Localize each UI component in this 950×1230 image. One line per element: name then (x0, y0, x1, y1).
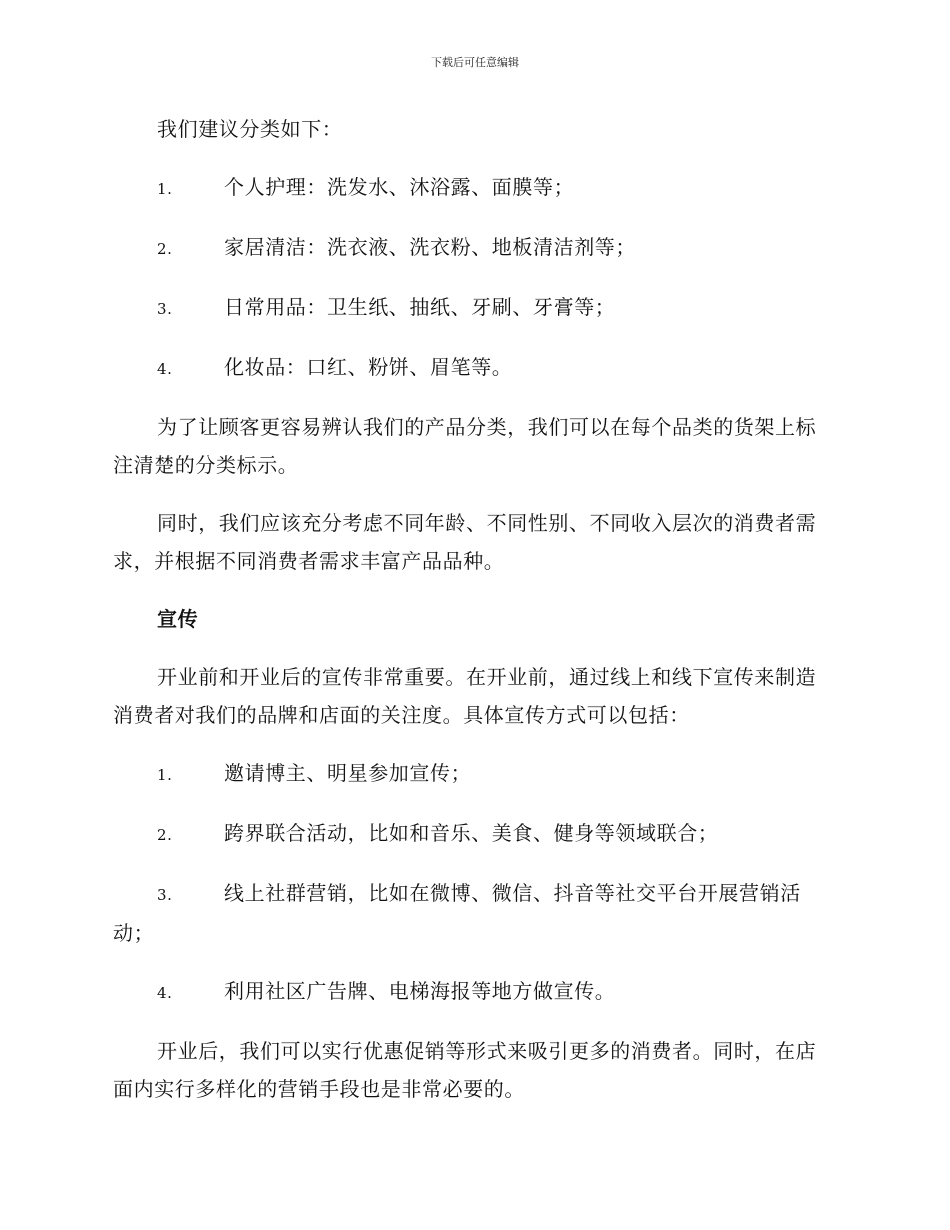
promo-list (113, 754, 833, 1012)
list-item (113, 754, 833, 794)
list-text: 个人护理：洗发水、沐浴露、面膜等； (224, 175, 575, 199)
document-body (113, 110, 833, 1128)
list-item (113, 814, 833, 854)
after-opening-paragraph: 开业后，我们可以实行优惠促销等形式来吸引更多的消费者。同时，在店面内实行多样化的营销手段也是非常必要的。 (113, 1039, 817, 1101)
list-text: 日常用品：卫生纸、抽纸、牙刷、牙膏等； (224, 295, 616, 319)
list-item (113, 168, 833, 208)
list-text: 化妆品：口红、粉饼、眉笔等。 (224, 355, 513, 379)
list-item (113, 288, 833, 328)
list-item (113, 972, 833, 1012)
list-item (113, 874, 833, 952)
list-number: 2. (157, 826, 173, 844)
list-number: 4. (157, 360, 173, 378)
list-item (113, 348, 833, 388)
list-text: 线上社群营销，比如在微博、微信、抖音等社交平台开展营销活动； (113, 881, 801, 945)
list-item (113, 228, 833, 268)
intro-paragraph: 我们建议分类如下： (157, 117, 343, 141)
header-note: 下载后可任意编辑 (431, 56, 519, 69)
list-number: 3. (157, 300, 173, 318)
list-number: 2. (157, 240, 173, 258)
demand-paragraph: 同时，我们应该充分考虑不同年龄、不同性别、不同收入层次的消费者需求，并根据不同消费者需求丰富产品品种。 (113, 511, 817, 573)
category-list (113, 168, 833, 388)
list-number: 1. (157, 180, 173, 198)
label-paragraph: 为了让顾客更容易辨认我们的产品分类，我们可以在每个品类的货架上标注清楚的分类标示。 (113, 415, 817, 477)
section-heading: 宣传 (157, 607, 199, 631)
list-number: 3. (157, 886, 173, 904)
list-text: 跨界联合活动，比如和音乐、美食、健身等领域联合； (224, 821, 719, 845)
list-text: 利用社区广告牌、电梯海报等地方做宣传。 (224, 979, 616, 1003)
list-text: 家居清洁：洗衣液、洗衣粉、地板清洁剂等； (224, 235, 636, 259)
list-number: 1. (157, 766, 173, 784)
list-number: 4. (157, 984, 173, 1002)
list-text: 邀请博主、明星参加宣传； (224, 761, 472, 785)
promo-paragraph: 开业前和开业后的宣传非常重要。在开业前，通过线上和线下宣传来制造消费者对我们的品牌和店面的关注度。具体宣传方式可以包括： (113, 665, 817, 727)
